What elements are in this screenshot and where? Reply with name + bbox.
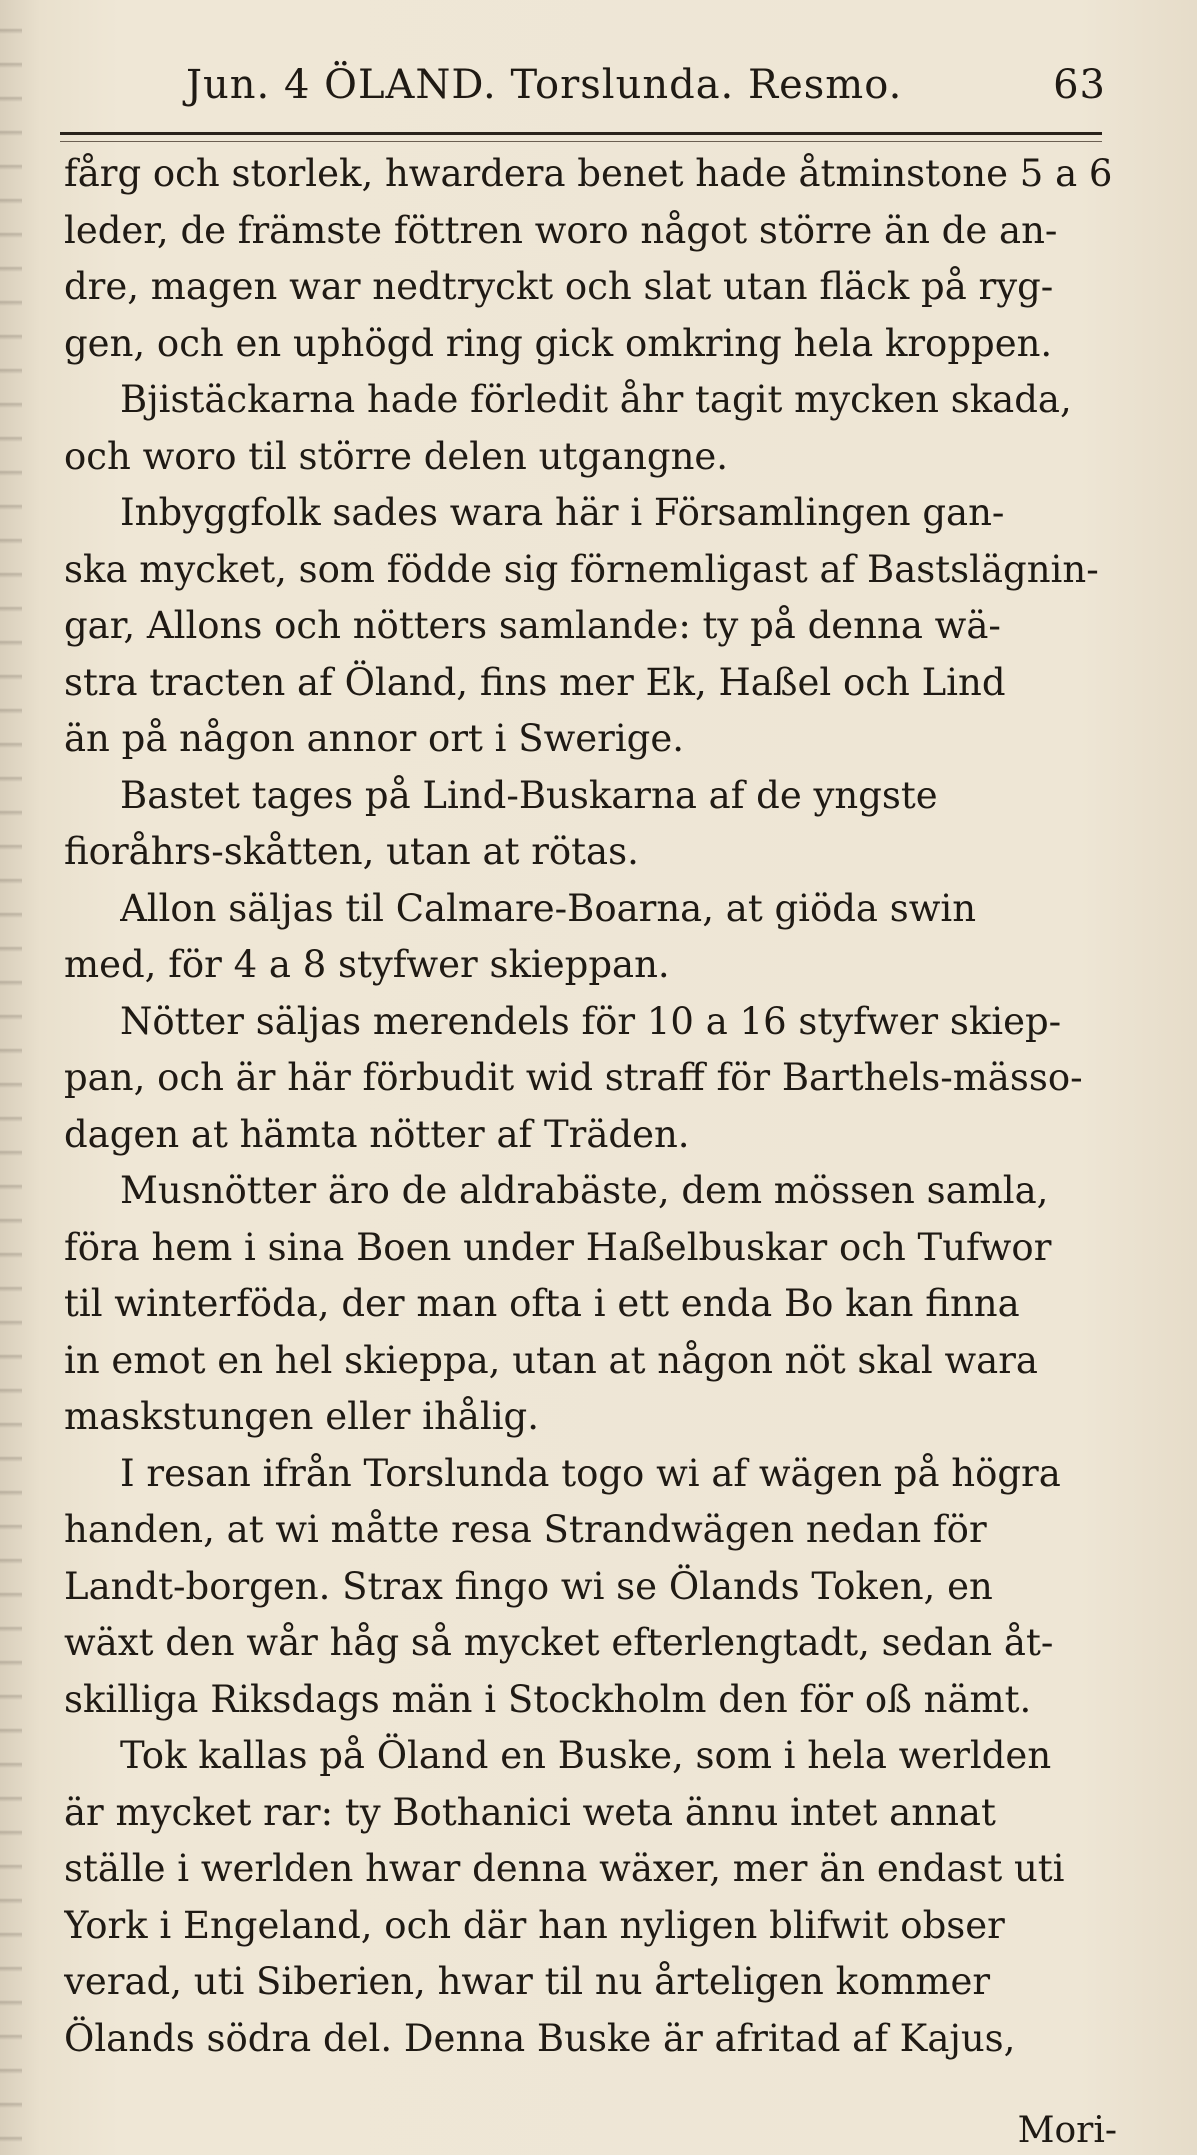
text-line: in emot en hel skieppa, utan at någon nöt skal wara [64, 1338, 1038, 1382]
text-line: dre, magen war nedtryckt och slat utan fläck på ryg- [64, 265, 1054, 308]
text-line: fioråhrs-skåtten, utan at rötas. [64, 830, 639, 873]
text-line: handen, at wi måtte resa Strandwägen nedan för [64, 1508, 987, 1551]
header-rule [60, 132, 1102, 142]
page-number: 63 [1053, 62, 1106, 108]
text-line: stra tracten af Öland, fins mer Ek, Haßel och Lind [64, 660, 1006, 704]
text-line: är mycket rar: ty Bothanici weta ännu intet annat [64, 1790, 996, 1834]
text-line: wäxt den wår håg så mycket efterlengtadt, sedan åt- [64, 1621, 1054, 1664]
text-line: dagen at hämta nötter af Träden. [64, 1112, 690, 1156]
text-line: Inbyggfolk sades wara här i Församlingen gan- [120, 491, 1005, 534]
text-line: maskstungen eller ihålig. [64, 1395, 539, 1438]
text-line: föra hem i sina Boen under Haßelbuskar och Tufwor [64, 1225, 1052, 1269]
page-header [186, 62, 1106, 122]
text-line: gar, Allons och nötters samlande: ty på denna wä- [64, 604, 1001, 647]
text-line: Nötter säljas merendels för 10 a 16 styfwer skiep- [120, 999, 1062, 1043]
text-line: än på någon annor ort i Swerige. [64, 717, 685, 760]
text-line: gen, och en uphögd ring gick omkring hela kroppen. [64, 321, 1053, 365]
text-line: Bjistäckarna hade förledit åhr tagit mycken skada, [120, 378, 1072, 421]
text-line: Tok kallas på Öland en Buske, som i hela werlden [120, 1734, 1052, 1777]
catchword: Mori- [1017, 2110, 1117, 2151]
text-line: ska mycket, som födde sig förnemligast af Bastslägnin- [64, 547, 1099, 591]
text-line: Allon säljas til Calmare-Boarna, at giöda swin [120, 886, 977, 930]
text-line: ställe i werlden hwar denna wäxer, mer än endast uti [64, 1847, 1065, 1890]
text-line: I resan ifrån Torslunda togo wi af wägen på högra [120, 1451, 1061, 1495]
text-line: skilliga Riksdags män i Stockholm den för oß nämt. [64, 1677, 1032, 1721]
binding-gutter [0, 0, 22, 2155]
text-line: Landt-borgen. Strax fingo wi se Ölands Token, en [64, 1564, 993, 1608]
text-line: leder, de främste föttren woro något större än de an- [64, 208, 1058, 252]
text-line: Ölands södra del. Denna Buske är afritad af Kajus, [64, 2016, 1016, 2060]
text-line: pan, och är här förbudit wid straff för Barthels-mässo- [64, 1056, 1083, 1099]
text-line: verad, uti Siberien, hwar til nu årteligen kommer [64, 1960, 991, 2003]
text-line: Musnötter äro de aldrabäste, dem mössen samla, [120, 1169, 1049, 1212]
text-line: til winterföda, der man ofta i ett enda Bo kan finna [64, 1282, 1020, 1325]
text-line: Bastet tages på Lind-Buskarna af de yngste [120, 773, 938, 817]
text-line: fårg och storlek, hwardera benet hade åtminstone 5 a 6 [64, 152, 1113, 195]
text-line: med, för 4 a 8 styfwer skieppan. [64, 943, 670, 986]
running-title: Jun. 4 ÖLAND. Torslunda. Resmo. [186, 62, 903, 108]
text-line: York i Engeland, och där han nyligen blifwit obser [64, 1903, 1005, 1947]
text-line: och woro til större delen utgangne. [64, 434, 729, 478]
